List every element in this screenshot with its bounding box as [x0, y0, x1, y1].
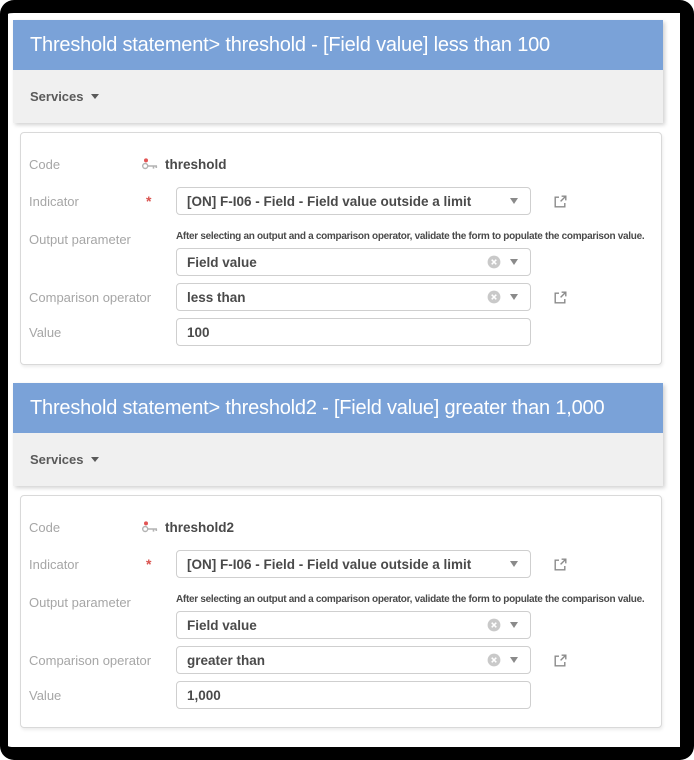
code-row [29, 518, 649, 536]
threshold-statement-panel-2 [13, 383, 663, 728]
page-content [8, 13, 680, 728]
indicator-external-link-icon[interactable] [553, 194, 568, 209]
caret-down-icon [510, 657, 518, 663]
indicator-label: Indicator [29, 193, 79, 209]
value-label: Value [29, 687, 62, 703]
comparison-operator-selected-value: greater than [187, 652, 266, 668]
clear-selection-icon[interactable] [487, 255, 501, 269]
value-row [29, 318, 649, 346]
comparison-operator-field [176, 283, 649, 311]
output-parameter-row [29, 231, 649, 276]
output-parameter-helper-text: After selecting an output and a comparison operator, validate the form to populate the comparison value. [176, 231, 645, 242]
panel-header-2 [13, 383, 663, 433]
threshold-form-card-1 [20, 132, 662, 365]
output-parameter-selected-value: Field value [187, 254, 257, 270]
services-bar-2 [13, 433, 663, 486]
output-parameter-field [176, 594, 649, 639]
indicator-field [176, 550, 649, 578]
key-icon [141, 158, 159, 171]
caret-down-icon [91, 457, 99, 462]
comparison-operator-select[interactable] [176, 283, 531, 311]
caret-down-icon [510, 259, 518, 265]
value-row [29, 681, 649, 709]
clear-selection-icon[interactable] [487, 290, 501, 304]
indicator-row [29, 187, 649, 215]
comparison-operator-field [176, 646, 649, 674]
comparison-operator-row [29, 646, 649, 674]
services-label: Services [30, 89, 84, 104]
panel-top-2 [13, 383, 663, 486]
services-label: Services [30, 452, 84, 467]
indicator-row [29, 550, 649, 578]
required-asterisk: * [146, 556, 152, 572]
indicator-selected-value: [ON] F-I06 - Field - Field value outside a limit [187, 556, 472, 572]
comparison-operator-select[interactable] [176, 646, 531, 674]
comparison-operator-row [29, 283, 649, 311]
output-parameter-row [29, 594, 649, 639]
caret-down-icon [510, 622, 518, 628]
output-parameter-label: Output parameter [29, 232, 131, 247]
caret-down-icon [91, 94, 99, 99]
output-parameter-select[interactable] [176, 248, 531, 276]
indicator-selected-value: [ON] F-I06 - Field - Field value outside a limit [187, 193, 472, 209]
output-parameter-label: Output parameter [29, 595, 131, 610]
clear-selection-icon[interactable] [487, 653, 501, 667]
code-value-wrap [141, 157, 227, 172]
value-field-wrap [176, 681, 649, 709]
required-asterisk: * [146, 193, 152, 209]
indicator-field [176, 187, 649, 215]
value-field-wrap [176, 318, 649, 346]
services-bar-1 [13, 70, 663, 123]
code-row [29, 155, 649, 173]
value-input[interactable] [176, 681, 531, 709]
value-input[interactable] [176, 318, 531, 346]
code-value-wrap [141, 520, 234, 535]
code-label: Code [29, 519, 61, 535]
output-parameter-field [176, 231, 649, 276]
caret-down-icon [510, 294, 518, 300]
output-parameter-selected-value: Field value [187, 617, 257, 633]
value-label: Value [29, 324, 62, 340]
services-dropdown-button[interactable] [30, 89, 99, 104]
caret-down-icon [510, 561, 518, 567]
comparison-operator-external-link-icon[interactable] [553, 290, 568, 305]
indicator-label: Indicator [29, 556, 79, 572]
indicator-select[interactable] [176, 187, 531, 215]
caret-down-icon [510, 198, 518, 204]
indicator-select[interactable] [176, 550, 531, 578]
code-value: threshold2 [165, 519, 235, 535]
services-dropdown-button[interactable] [30, 452, 99, 467]
indicator-select-icons [510, 198, 518, 204]
code-label: Code [29, 156, 61, 172]
code-value: threshold [165, 156, 227, 172]
clear-selection-icon[interactable] [487, 618, 501, 632]
comparison-operator-selected-value: less than [187, 289, 246, 305]
threshold-statement-panel-1 [13, 20, 663, 365]
page-title: Threshold statement> threshold2 - [Field value] greater than 1,000 [30, 396, 605, 419]
comparison-operator-external-link-icon[interactable] [553, 653, 568, 668]
panel-header-1 [13, 20, 663, 70]
page-title: Threshold statement> threshold - [Field value] less than 100 [30, 33, 550, 56]
comparison-operator-label: Comparison operator [29, 289, 152, 305]
output-parameter-helper-text: After selecting an output and a comparison operator, validate the form to populate the comparison value. [176, 594, 645, 605]
indicator-required-marker [141, 194, 176, 208]
threshold-form-card-2 [20, 495, 662, 728]
comparison-operator-label: Comparison operator [29, 652, 152, 668]
key-icon [141, 521, 159, 534]
indicator-required-marker [141, 557, 176, 571]
indicator-external-link-icon[interactable] [553, 557, 568, 572]
panel-top-1 [13, 20, 663, 123]
indicator-select-icons [510, 561, 518, 567]
output-parameter-select[interactable] [176, 611, 531, 639]
